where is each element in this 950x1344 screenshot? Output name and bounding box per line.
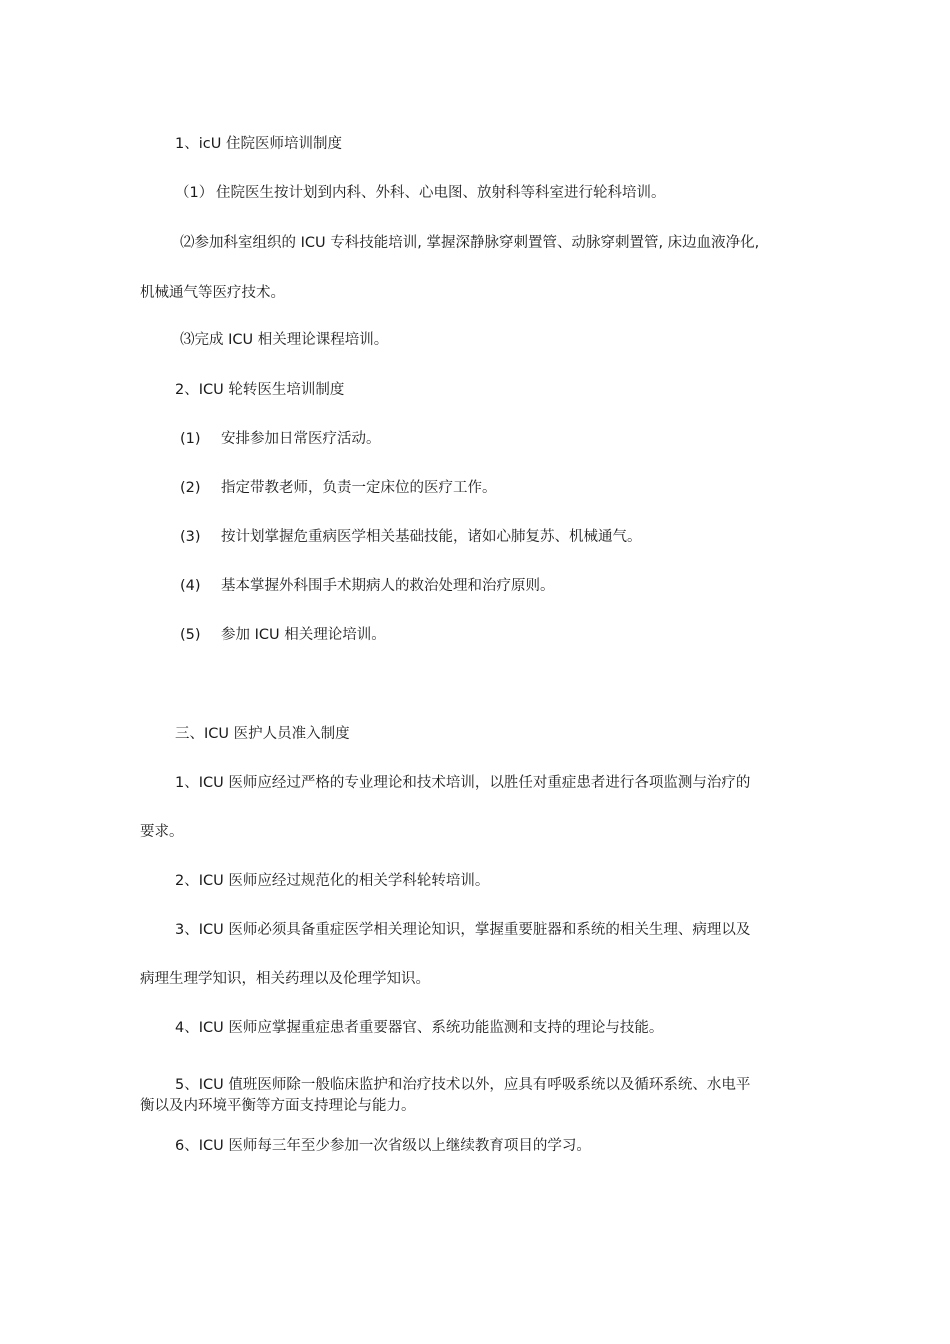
section3-para-5-line2: 衡以及内环境平衡等方面支持理论与能力。 [140,1098,416,1114]
section2-item-1 [180,429,381,449]
section3-para-1-line1: 1、ICU 医师应经过严格的专业理论和技术培训，以胜任对重症患者进行各项监测与治疗的 [175,775,751,791]
section2-item-4 [180,576,555,596]
item-number: (4) [180,578,201,594]
item-text: 指定带教老师，负责一定床位的医疗工作。 [221,480,497,496]
section3-para-2: 2、ICU 医师应经过规范化的相关学科轮转培训。 [175,873,490,889]
section1-item-3: ⑶完成 ICU 相关理论课程培训。 [180,332,389,348]
item-text: 参加 ICU 相关理论培训。 [221,627,386,643]
section1-heading: 1、icU 住院医师培训制度 [175,136,342,152]
section1-item-1 [175,183,666,203]
section1-item-2-line2: 机械通气等医疗技术。 [140,285,285,301]
section3-para-1-line2: 要求。 [140,824,184,840]
item-number: (2) [180,480,201,496]
section2-heading: 2、ICU 轮转医生培训制度 [175,382,345,398]
item-text: 住院医生按计划到内科、外科、心电图、放射科等科室进行轮科培训。 [216,185,666,201]
item-number: (5) [180,627,201,643]
section1-item-2-line1: ⑵参加科室组织的 ICU 专科技能培训, 掌握深静脉穿刺置管、动脉穿刺置管, 床边血液净化, [180,235,760,251]
section2-item-5 [180,625,386,645]
item-number: (3) [180,529,201,545]
item-text: 安排参加日常医疗活动。 [221,431,381,447]
section3-para-3-line2: 病理生理学知识，相关药理以及伦理学知识。 [140,971,430,987]
section2-item-3 [180,527,642,547]
item-text: 基本掌握外科围手术期病人的救治处理和治疗原则。 [221,578,555,594]
section2-item-2 [180,478,497,498]
section3-heading: 三、ICU 医护人员准入制度 [175,726,350,742]
item-number: (1) [180,431,201,447]
section3-para-3-line1: 3、ICU 医师必须具备重症医学相关理论知识，掌握重要脏器和系统的相关生理、病理以及 [175,922,751,938]
section3-para-4: 4、ICU 医师应掌握重症患者重要器官、系统功能监测和支持的理论与技能。 [175,1020,664,1036]
section3-para-5-line1: 5、ICU 值班医师除一般临床监护和治疗技术以外，应具有呼吸系统以及循环系统、水电平 [175,1077,751,1093]
item-number: （1） [175,185,214,201]
item-text: 按计划掌握危重病医学相关基础技能，诸如心肺复苏、机械通气。 [221,529,642,545]
section3-para-6: 6、ICU 医师每三年至少参加一次省级以上继续教育项目的学习。 [175,1138,591,1154]
